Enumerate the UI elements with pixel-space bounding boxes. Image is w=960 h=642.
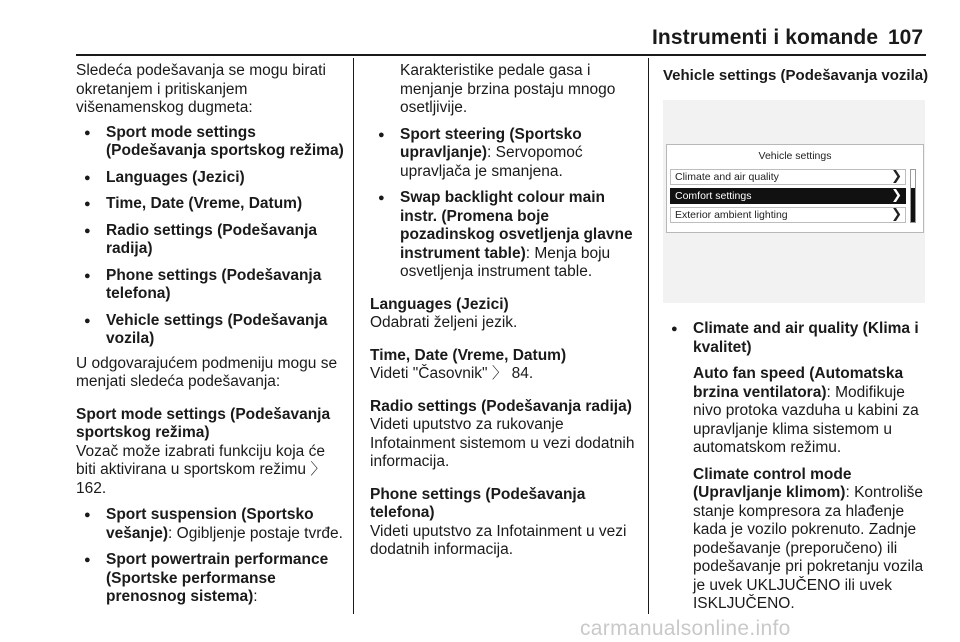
section-heading-radio: Radio settings (Podešavanja radija) bbox=[370, 397, 632, 415]
page-ref: 〉 162. bbox=[76, 461, 326, 497]
languages-text: Odabrati željeni jezik. bbox=[370, 314, 518, 331]
time-text: Videti "Časovnik" 〉 84. bbox=[370, 365, 534, 382]
column-2 bbox=[370, 62, 640, 560]
sub-term: Climate control mode (Upravljanje klimom) bbox=[693, 465, 852, 501]
sport-text: Vozač može izabrati funkciju koja će biti aktivirana u sportskom režimu 〉 162. bbox=[76, 442, 326, 497]
sub-desc: : Kontroliše stanje kompresora za hlađenje kada je vozilo pokrenuto. Zadnje podešavanje (preporučeno) ili podešavanje pri pokretanju vozila je uvek UKLJUČENO ili uvek ISKLJUČENO. bbox=[693, 484, 924, 612]
column-1 bbox=[76, 62, 346, 607]
column-3-body bbox=[663, 320, 927, 614]
section-heading-sport: Sport mode settings (Podešavanja sportskog režima) bbox=[76, 405, 331, 441]
screen-scrollbar[interactable] bbox=[910, 169, 916, 223]
section-heading-time: Time, Date (Vreme, Datum) bbox=[370, 346, 567, 364]
column-3 bbox=[663, 62, 927, 86]
sub-bullet bbox=[370, 126, 640, 182]
section-heading-phone: Phone settings (Podešavanja telefona) bbox=[370, 485, 586, 521]
sub-term: Sport powertrain performance (Sportske performanse prenosnog sistema) bbox=[106, 551, 329, 605]
menu-row-label: Exterior ambient lighting bbox=[675, 209, 788, 221]
menu-row-comfort-selected[interactable] bbox=[670, 188, 906, 204]
scrollbar-thumb[interactable] bbox=[911, 188, 915, 222]
column-separator-2 bbox=[648, 58, 649, 614]
bullet-item: ● Sport mode settings (Podešavanja sportskog režima) bbox=[76, 124, 346, 161]
phone-text: Videti uputstvo za Infotainment u vezi dodatnih informacija. bbox=[370, 522, 627, 558]
sub-desc: : bbox=[253, 588, 258, 605]
menu-row-climate[interactable] bbox=[670, 169, 906, 185]
intro-text: Sledeća podešavanja se mogu birati okretanjem i pritiskanjem višenamenskog dugmeta: bbox=[76, 62, 326, 116]
watermark: carmanualsonline.info bbox=[580, 617, 791, 640]
sub-desc: : Modifikuje nivo protoka vazduha u kabini za upravljanje klima sistemom u automatskom režimu. bbox=[693, 383, 919, 456]
bullet-item: ● Vehicle settings (Podešavanja vozila) bbox=[76, 312, 346, 349]
bullet-item: ● Phone settings (Podešavanja telefona) bbox=[76, 267, 346, 304]
sub-desc: : Servopomoć upravljača je smanjena. bbox=[400, 144, 583, 180]
chevron-right-icon: ❯ bbox=[891, 187, 902, 202]
bullet-item: ● Languages (Jezici) bbox=[76, 169, 346, 188]
bullet-item: ● Climate and air quality (Klima i kvalitet) bbox=[663, 320, 927, 357]
vehicle-settings-figure bbox=[663, 100, 925, 303]
header-rule bbox=[76, 54, 926, 56]
menu-row-exterior-lighting[interactable] bbox=[670, 207, 906, 223]
page-header-title: Instrumenti i komande bbox=[652, 26, 879, 49]
sub-item bbox=[663, 365, 927, 458]
sub-desc: : Menja boju osvetljenja instrument table. bbox=[400, 244, 611, 280]
sub-bullet bbox=[76, 506, 346, 543]
bullet-item: ● Radio settings (Podešavanja radija) bbox=[76, 222, 346, 259]
vehicle-settings-screen bbox=[666, 144, 924, 233]
section-heading-languages: Languages (Jezici) bbox=[370, 295, 509, 313]
sub-desc: : Ogibljenje postaje tvrđe. bbox=[168, 524, 343, 542]
chevron-right-icon: ❯ bbox=[891, 206, 902, 221]
sub-bullet bbox=[76, 551, 346, 607]
sub-bullet bbox=[370, 189, 640, 282]
section-heading-vehicle: Vehicle settings (Podešavanja vozila) bbox=[663, 67, 929, 84]
radio-text: Videti uputstvo za rukovanje Infotainment sistemom u vezi dodatnih informacija. bbox=[370, 416, 635, 470]
sub-term: Swap backlight colour main instr. (Promena boje pozadinskog osvetljenja glavne instrument table) bbox=[400, 189, 633, 262]
menu-row-label: Comfort settings bbox=[675, 190, 752, 202]
menu-row-label: Climate and air quality bbox=[675, 171, 779, 183]
sub-term: Sport suspension (Sportsko vešanje) bbox=[106, 506, 314, 542]
column-separator-1 bbox=[353, 58, 354, 614]
continued-text: Karakteristike pedale gasa i menjanje brzina postaju mnogo osetljivije. bbox=[400, 62, 616, 116]
page-number: 107 bbox=[888, 26, 924, 49]
screen-title: Vehicle settings bbox=[758, 150, 832, 162]
sub-item bbox=[663, 466, 927, 614]
submenu-intro: U odgovarajućem podmeniju mogu se menjati sledeća podešavanja: bbox=[76, 354, 338, 390]
sub-term: Sport steering (Sportsko upravljanje) bbox=[400, 125, 582, 161]
chevron-right-icon: ❯ bbox=[891, 168, 902, 183]
bullet-item: ● Time, Date (Vreme, Datum) bbox=[76, 195, 346, 214]
sub-term: Auto fan speed (Automatska brzina ventilatora) bbox=[693, 365, 904, 401]
